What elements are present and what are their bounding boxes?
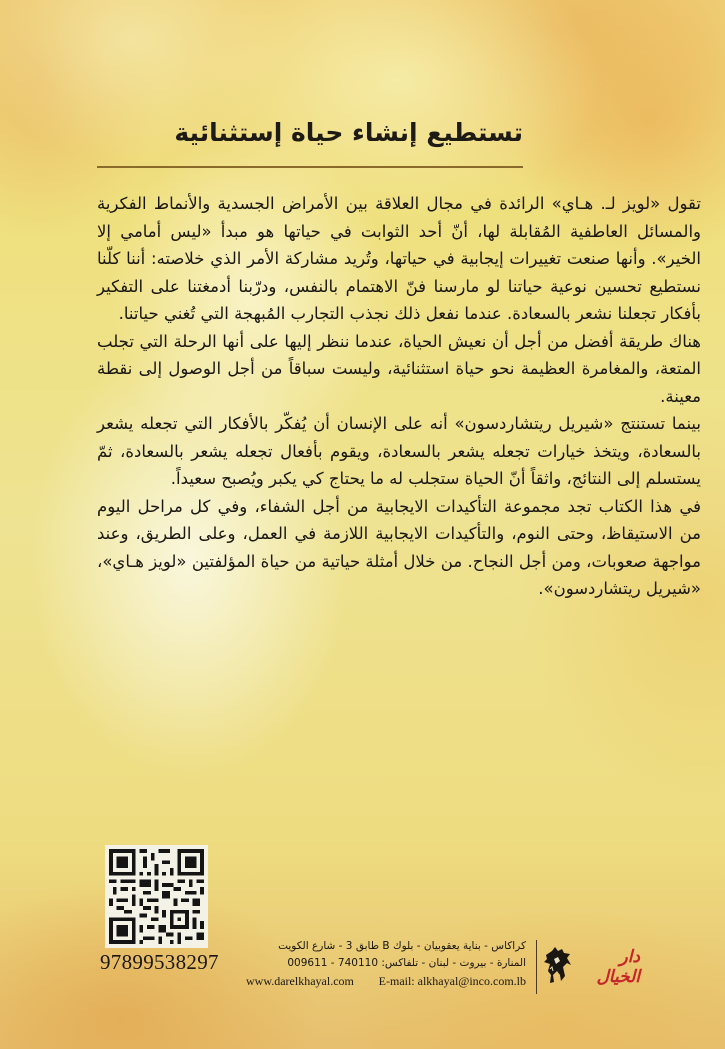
blurb-paragraph-1: تقول «لويز لـ. هـاي» الرائدة في مجال العلاقة بين الأمراض الجسدية والأنماط الفكرية والمسائل العاطفية المُقابلة لها، أنّ أحد الثوابت في حياتها هو مبدأ «ليس أمامي إلا الخير». وأنها صنعت تغييرات إيجابية في حياتها، وتُريد مشاركة الأمر الذي خلاصته: أننا كلّنا نستطيع تحسين نوعية حياتنا لو مارسنا فنّ الاهتمام بالنفس، ودرّبنا أدمغتنا على التفكير بأفكار تجعلنا نشعر بالسعادة. عندما نفعل ذلك نجذب التجارب المُبهجة التي تُغني حياتنا. [97, 194, 701, 323]
isbn-number: 97899538297 [100, 950, 219, 974]
horse-rider-icon [540, 945, 574, 990]
publisher-email-link[interactable]: E-mail: alkhayal@inco.com.lb [378, 974, 526, 988]
publisher-address-line-1: كراكاس - بناية يعقوبيان - بلوك B طابق 3 - شارع الكويت [278, 940, 526, 952]
publisher-contact-row [246, 974, 526, 989]
title-underline [97, 166, 523, 168]
publisher-info [246, 938, 526, 989]
blurb-text [97, 190, 701, 603]
publisher-logo-text: دار الخيال [596, 947, 640, 987]
qr-code-icon [105, 845, 208, 948]
publisher-divider [536, 940, 537, 994]
blurb-paragraph-2: هناك طريقة أفضل من أجل أن نعيش الحياة، عندما ننظر إليها على أنها الرحلة التي تجلب المتعة، والمغامرة العظيمة نحو حياة استثنائية، وليست سباقاً من أجل الوصول إلى نقطة معينة. [97, 331, 701, 406]
publisher-logo [540, 942, 640, 992]
blurb-paragraph-4: في هذا الكتاب تجد مجموعة التأكيدات الايجابية من أجل الشفاء، وفي كل مراحل اليوم من الاستيقاظ، وحتى النوم، والتأكيدات الايجابية اللازمة في العمل، وعلى الطريق، وعند مواجهة صعوبات، ومن أجل النجاح. من خلال أمثلة حياتية من حياة المؤلفتين «لويز هـاي»، «شيريل ريتشاردسون». [97, 496, 701, 598]
publisher-address-line-2: المنارة - بيروت - لبنان - تلفاكس: 740110 - 009611 [287, 957, 526, 969]
publisher-website-link[interactable]: www.darelkhayal.com [246, 974, 354, 988]
qr-block [100, 845, 225, 975]
book-title: تستطيع إنشاء حياة إستثنائية [174, 118, 523, 147]
blurb-paragraph-3: بينما تستنتج «شيريل ريتشاردسون» أنه على الإنسان أن يُفكّر بالأفكار التي تجعله يشعر بالسعادة، ويتخذ خيارات تجعله يشعر بالسعادة، ويقوم بأفعال تجعله يشعر بالسعادة، ثمّ يستسلم إلى النتائج، واثقاً أنّ الحياة ستجلب له ما يحتاج كي يكبر ويُصبح سعيداً. [97, 414, 701, 488]
